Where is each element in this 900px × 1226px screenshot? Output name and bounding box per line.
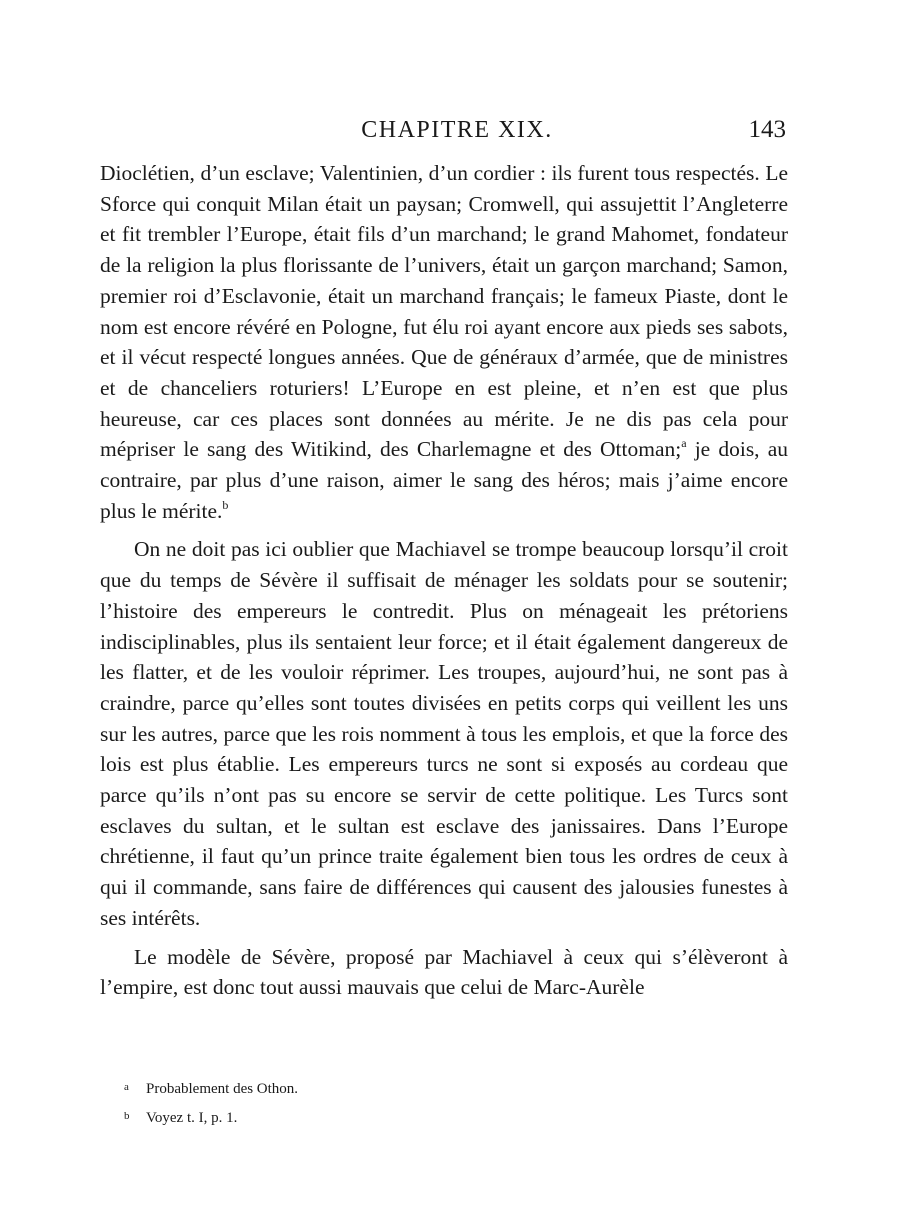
paragraph-continued	[100, 158, 788, 526]
body-text	[100, 158, 788, 1003]
paragraph-text: je dois, au contraire, par plus d’une raison, aimer le sang des héros; mais j’aime encore plus le mérite.	[100, 437, 788, 523]
footnote-marker: a	[124, 1081, 129, 1093]
running-head	[128, 112, 786, 148]
chapter-title: CHAPITRE XIX.	[361, 117, 553, 143]
footnote-ref-b: b	[222, 497, 229, 512]
footnote-text: Probablement des Othon.	[146, 1081, 299, 1097]
paragraph: On ne doit pas ici oublier que Machiavel se trompe beaucoup lorsqu’il croit que du temps de Sévère il suffisait de ménager les soldats pour se soutenir; l’histoire des empereurs le contredit. Plus on ménageait les prétoriens indisciplinables, plus ils sentaient leur force; et il était également dangereux de les flatter, et de les vouloir réprimer. Les troupes, aujourd’hui, ne sont pas à craindre, parce qu’elles sont toutes divisées en petits corps qui veillent les uns sur les autres, parce que les rois nomment à tous les emplois, et que la force des lois est plus établie. Les empereurs turcs ne sont si exposés au cordeau que parce qu’ils n’ont pas su encore se servir de cette politique. Les Turcs sont esclaves du sultan, et le sultan est esclave des janissaires. Dans l’Europe chrétienne, il faut qu’un prince traite également bien tous les ordres de ceux à qui il commande, sans faire de différences qui causent des jalousies funestes à ses intérêts.	[100, 537, 788, 930]
footnotes	[124, 1074, 724, 1132]
footnote-a	[124, 1074, 724, 1103]
paragraph-text: Dioclétien, d’un esclave; Valentinien, d’un cordier : ils furent tous respectés. Le Sforce qui conquit Milan était un paysan; Cromwell, qui assujettit l’Angleterre et fit trembler l’Europe, était fils d’un marchand; le grand Mahomet, fondateur de la religion la plus florissante de l’univers, était un garçon marchand; Samon, premier roi d’Esclavonie, était un marchand français; le fameux Piaste, dont le nom est encore révéré en Pologne, fut élu roi ayant encore aux pieds ses sabots, et il vécut respecté longues années. Que de généraux d’armée, que de ministres et de chanceliers roturiers! L’Europe en est pleine, et n’en est que plus heureuse, car ces places sont données au mérite. Je ne dis pas cela pour mépriser le sang des Witikind, des Charlemagne et des Ottoman;	[100, 161, 788, 462]
footnote-text: Voyez t. I, p. 1.	[146, 1110, 238, 1126]
footnote-ref-a: a	[681, 436, 687, 451]
paragraph: Le modèle de Sévère, proposé par Machiavel à ceux qui s’élèveront à l’empire, est donc tout aussi mauvais que celui de Marc-Aurèle	[100, 944, 788, 1000]
footnote-marker: b	[124, 1110, 130, 1122]
page-number: 143	[748, 116, 786, 143]
footnote-b	[124, 1103, 724, 1132]
